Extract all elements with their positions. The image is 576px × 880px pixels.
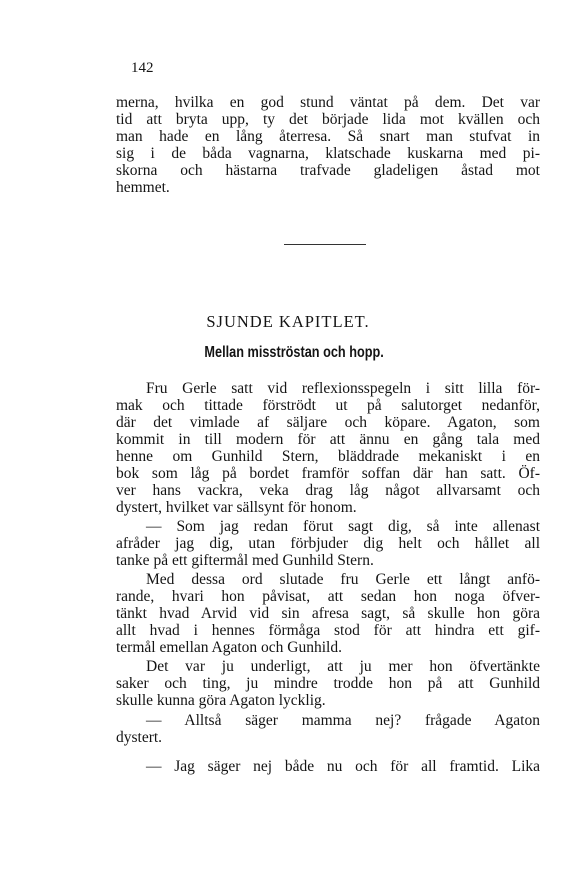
section-divider: [284, 244, 366, 245]
chapter-heading: SJUNDE KAPITLET.: [206, 312, 370, 331]
text-line: mak och tittade förströdt ut på salutorget nedanför,: [116, 397, 540, 414]
text-line: — Alltså säger mamma nej? frågade Agaton: [146, 712, 540, 729]
text-line: man hade en lång återresa. Så snart man stufvat in: [116, 128, 540, 145]
text-line: dystert, hvilket var sällsynt för honom.: [116, 499, 357, 516]
text-line: bok som låg på bordet framför soffan där han satt. Öf-: [116, 465, 540, 482]
text-line: Med dessa ord slutade fru Gerle ett långt anfö-: [146, 571, 540, 588]
text-line: där det vimlade af säljare och köpare. Agaton, som: [116, 414, 540, 431]
text-line: — Som jag redan förut sagt dig, så inte allenast: [146, 518, 540, 535]
page-number: 142: [131, 60, 154, 76]
text-line: sig i de båda vagnarna, klatschade kuskarna med pi-: [116, 145, 540, 162]
text-line: tänkt hvad Arvid vid sin afresa sagt, så skulle hon göra: [116, 605, 540, 622]
text-line: termål emellan Agaton och Gunhild.: [116, 639, 342, 656]
text-line: kommit in till modern för att ännu en gång tala med: [116, 431, 540, 448]
text-line: allt hvad i hennes förmåga stod för att hindra ett gif-: [116, 622, 540, 639]
text-line: merna, hvilka en god stund väntat på dem. Det var: [116, 94, 540, 111]
text-line: saker och ting, ju mindre trodde hon på att Gunhild: [116, 675, 540, 692]
text-line: Det var ju underligt, att ju mer hon öfvertänkte: [146, 658, 540, 675]
text-line: hemmet.: [116, 179, 170, 196]
text-line: afråder jag dig, utan förbjuder dig helt och hållet all: [116, 535, 540, 552]
text-line: ver hans vackra, veka drag låg något allvarsamt och: [116, 482, 540, 499]
chapter-title: Mellan misströstan och hopp.: [204, 344, 384, 361]
text-line: skorna och hästarna trafvade gladeligen åstad mot: [116, 162, 540, 179]
text-line: tanke på ett giftermål med Gunhild Stern.: [116, 552, 374, 569]
text-line: henne om Gunhild Stern, bläddrade mekaniskt i en: [116, 448, 540, 465]
text-line: dystert.: [116, 729, 163, 746]
text-line: — Jag säger nej både nu och för all framtid. Lika: [146, 758, 540, 775]
text-line: Fru Gerle satt vid reflexionsspegeln i sitt lilla för-: [146, 380, 540, 397]
text-line: tid att bryta upp, ty det började lida mot kvällen och: [116, 111, 540, 128]
text-line: skulle kunna göra Agaton lycklig.: [116, 692, 326, 709]
text-line: rande, hvari hon påvisat, att sedan hon noga öfver-: [116, 588, 540, 605]
